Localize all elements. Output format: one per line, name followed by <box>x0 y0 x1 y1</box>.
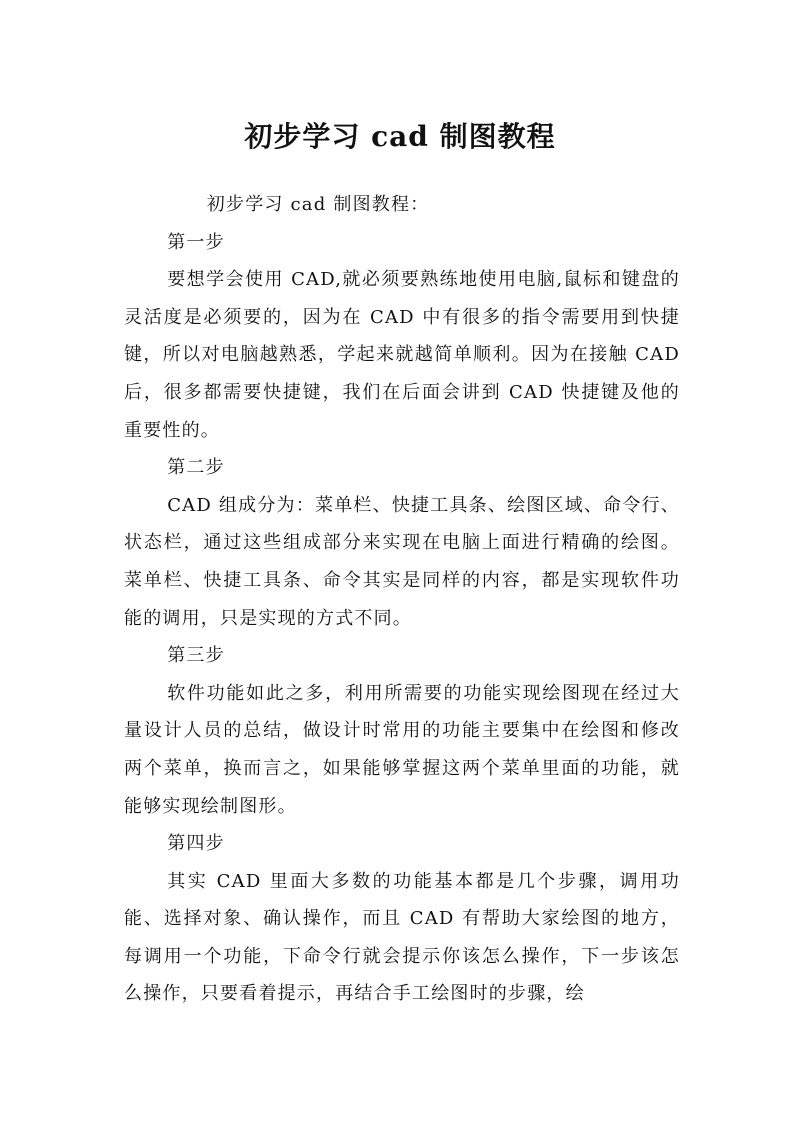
step-3-heading: 第三步 <box>167 645 225 667</box>
step-3-paragraph: 软件功能如此之多，利用所需要的功能实现绘图现在经过大量设计人员的总结，做设计时常用的功能主要集中在绘图和修改两个菜单，换而言之，如果能够掌握这两个菜单里面的功能，就能够实现绘制图形。 <box>124 682 680 817</box>
step-4-paragraph: 其实 CAD 里面大多数的功能基本都是几个步骤，调用功能、选择对象、确认操作，而且 CAD 有帮助大家绘图的地方，每调用一个功能，下命令行就会提示你该怎么操作，下一步该怎么操作，只要看着提示，再结合手工绘图时的步骤，绘 <box>124 870 680 1005</box>
step-2-heading: 第二步 <box>167 457 225 479</box>
document-body <box>124 186 680 1013</box>
page-title: 初步学习 cad 制图教程 <box>244 119 556 153</box>
step-2-paragraph: CAD 组成分为：菜单栏、快捷工具条、绘图区域、命令行、状态栏，通过这些组成部分来实现在电脑上面进行精确的绘图。菜单栏、快捷工具条、命令其实是同样的内容，都是实现软件功能的调用，只是实现的方式不同。 <box>124 494 680 629</box>
intro-paragraph: 初步学习 cad 制图教程： <box>206 194 430 215</box>
step-1-paragraph: 要想学会使用 CAD,就必须要熟练地使用电脑,鼠标和键盘的灵活度是必须要的，因为在 CAD 中有很多的指令需要用到快捷键，所以对电脑越熟悉，学起来就越简单顺利。因为在接触 CAD 后，很多都需要快捷键，我们在后面会讲到 CAD 快捷键及他的重要性的。 <box>124 269 680 441</box>
step-1-heading: 第一步 <box>167 231 225 253</box>
step-4-heading: 第四步 <box>167 833 225 855</box>
